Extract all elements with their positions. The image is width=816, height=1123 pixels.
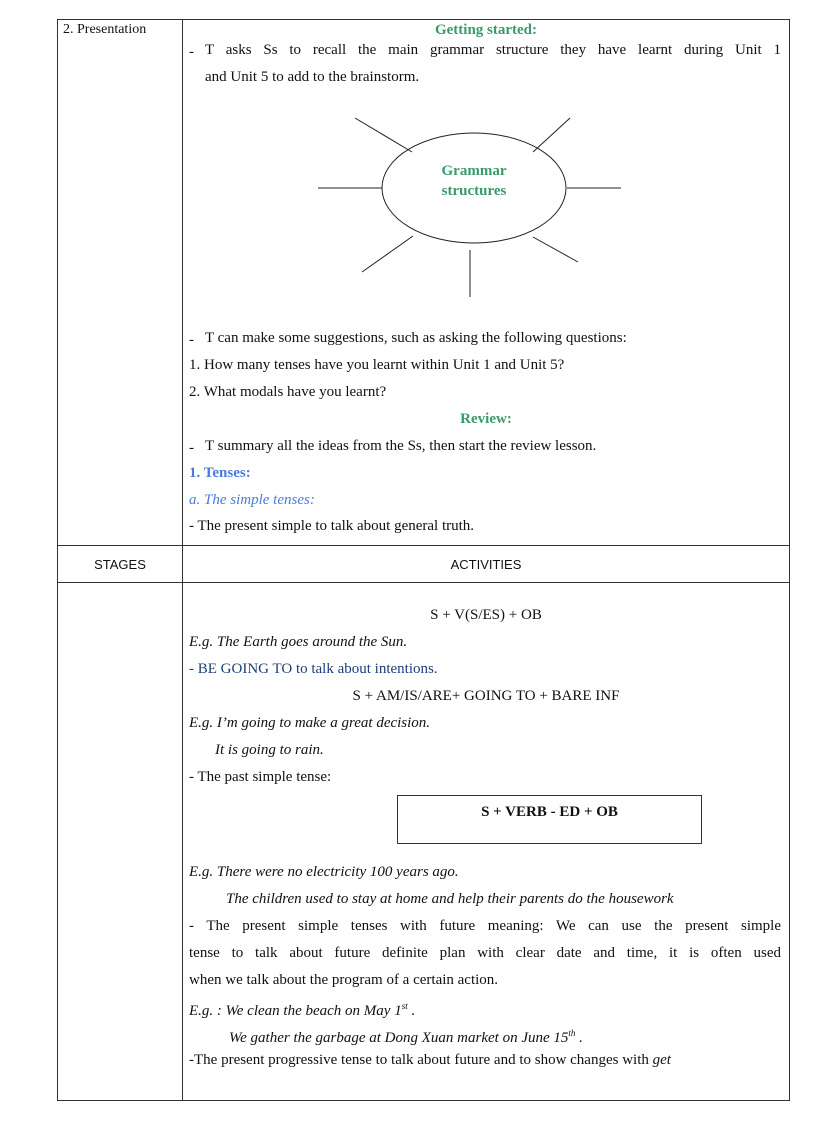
past-simple-text: - The past simple tense: xyxy=(189,769,332,785)
question-1: 1. How many tenses have you learnt within Unit 1 and Unit 5? xyxy=(189,357,565,373)
stage-label: 2. Presentation xyxy=(63,22,147,37)
review-heading: Review: xyxy=(460,411,512,427)
progressive-text xyxy=(189,1051,671,1069)
future-text-2: tense to talk about future definite plan with clear date and time, it is often used xyxy=(189,945,781,961)
example-3: E.g. There were no electricity 100 years ago. xyxy=(189,864,459,880)
progressive-text-body: The present progressive tense to talk about future and to show changes with xyxy=(194,1052,653,1068)
header-activities: ACTIVITIES xyxy=(450,557,522,572)
example-3b: The children used to stay at home and help their parents do the housework xyxy=(226,891,674,907)
brainstorm-diagram xyxy=(0,0,816,320)
period: . xyxy=(407,1003,416,1019)
example-2: E.g. I’m going to make a great decision. xyxy=(189,715,431,731)
formula-going-to: S + AM/IS/ARE+ GOING TO + BARE INF xyxy=(352,688,620,704)
example-2b: It is going to rain. xyxy=(215,742,324,758)
bullet: - xyxy=(189,440,194,456)
present-simple-text: - The present simple to talk about general truth. xyxy=(189,518,475,534)
bullet: - xyxy=(189,1052,194,1068)
superscript: th xyxy=(568,1028,576,1038)
question-2: 2. What modals have you learnt? xyxy=(189,384,387,400)
example-4-text: E.g. : We clean the beach on May 1 xyxy=(189,1003,402,1019)
instruction-text-2: and Unit 5 to add to the brainstorm. xyxy=(205,69,420,85)
progressive-get: get xyxy=(652,1052,671,1068)
future-text-1: - The present simple tenses with future meaning: We can use the present simple xyxy=(189,918,781,934)
bullet: - xyxy=(189,44,194,60)
diagram-label-1: Grammar xyxy=(441,163,507,179)
simple-tenses-heading: a. The simple tenses: xyxy=(189,492,315,508)
example-1: E.g. The Earth goes around the Sun. xyxy=(189,634,408,650)
formula-past-simple: S + VERB - ED + OB xyxy=(481,804,618,820)
formula-present-simple: S + V(S/ES) + OB xyxy=(430,607,542,623)
summary-text: T summary all the ideas from the Ss, then start the review lesson. xyxy=(205,438,597,454)
diagram-label-2: structures xyxy=(441,183,507,199)
suggestion-text: T can make some suggestions, such as asking the following questions: xyxy=(205,330,627,346)
example-4 xyxy=(189,997,415,1020)
example-4b xyxy=(229,1024,583,1047)
future-text-3: when we talk about the program of a certain action. xyxy=(189,972,499,988)
bullet: - xyxy=(189,332,194,348)
superscript: st xyxy=(401,1001,408,1011)
going-to-text: - BE GOING TO to talk about intentions. xyxy=(189,661,438,677)
example-4b-text: We gather the garbage at Dong Xuan market on June 15 xyxy=(229,1030,569,1046)
getting-started-heading: Getting started: xyxy=(434,22,538,38)
instruction-text: T asks Ss to recall the main grammar structure they have learnt during Unit 1 xyxy=(205,42,781,58)
header-stages: STAGES xyxy=(94,557,146,572)
tenses-heading: 1. Tenses: xyxy=(189,465,251,481)
period: . xyxy=(575,1030,583,1046)
